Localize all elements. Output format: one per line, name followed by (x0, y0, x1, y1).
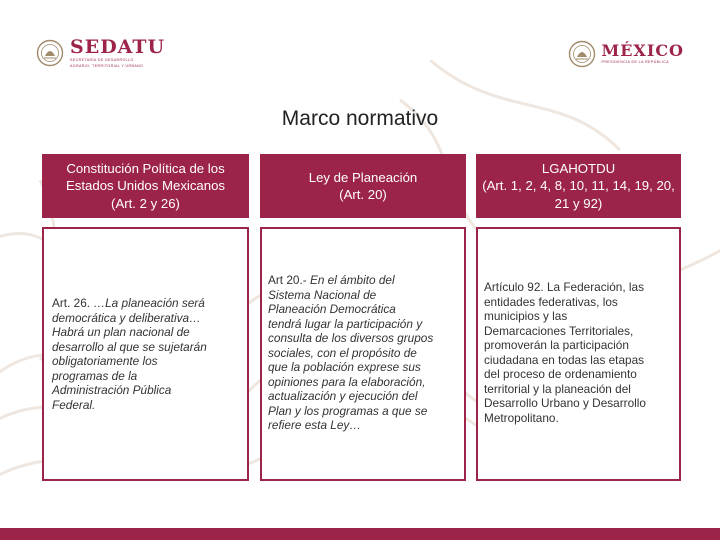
sedatu-wordmark: SEDATU (70, 36, 166, 58)
national-seal-icon (568, 40, 596, 68)
mexico-subtitle: PRESIDENCIA DE LA REPÚBLICA (601, 60, 670, 65)
sedatu-subtitle-line2: AGRARIO, TERRITORIAL Y URBANO (70, 63, 144, 68)
column-body-constitucion (42, 227, 249, 481)
column-header-ley-planeacion (260, 154, 466, 218)
column-header-text: Ley de Planeación (Art. 20) (308, 169, 418, 202)
column-header-text: Constitución Política de los Estados Unidos Mexicanos (Art. 2 y 26) (65, 161, 226, 211)
column-header-lgahotdu (476, 154, 681, 218)
page-title: Marco normativo (281, 107, 439, 130)
column-body-lgahotdu (476, 227, 681, 481)
article-reference: Art 20.- (268, 273, 310, 287)
article-excerpt: Artículo 92. La Federación, las entidades federativas, los municipios y las Demarcaciones Territoriales, promoverán la participación ciudadana en todas las etapas del proceso de ordenamiento territorial y la planeación del Desarrollo Urbano y Desarrollo Metropolitano. (484, 280, 646, 425)
footer-bar (0, 528, 720, 540)
column-body-ley-planeacion (260, 227, 466, 481)
national-seal-icon (36, 39, 64, 67)
article-excerpt: …La planeación será democrática y deliberativa… Habrá un plan nacional de desarrollo al que se sujetarán obligatoriamente los programas de la Administración Pública Federal. (52, 296, 207, 412)
sedatu-logo (36, 38, 165, 68)
article-excerpt: En el ámbito del Sistema Nacional de Planeación Democrática tendrá lugar la participación y consulta de los diversos grupos sociales, con el propósito de que la población exprese sus opiniones para la elaboración, actualización y ejecución del Plan y los programas a que se refiere esta Ley… (268, 273, 434, 432)
column-header-constitucion (42, 154, 249, 218)
mexico-wordmark: MÉXICO (601, 41, 684, 61)
mexico-logo (568, 40, 684, 68)
sedatu-subtitle-line1: SECRETARÍA DE DESARROLLO (70, 58, 134, 62)
column-header-text: LGAHOTDU (Art. 1, 2, 4, 8, 10, 11, 14, 19, 20, 21 y 92) (482, 161, 675, 211)
article-reference: Art. 26. (52, 296, 94, 310)
